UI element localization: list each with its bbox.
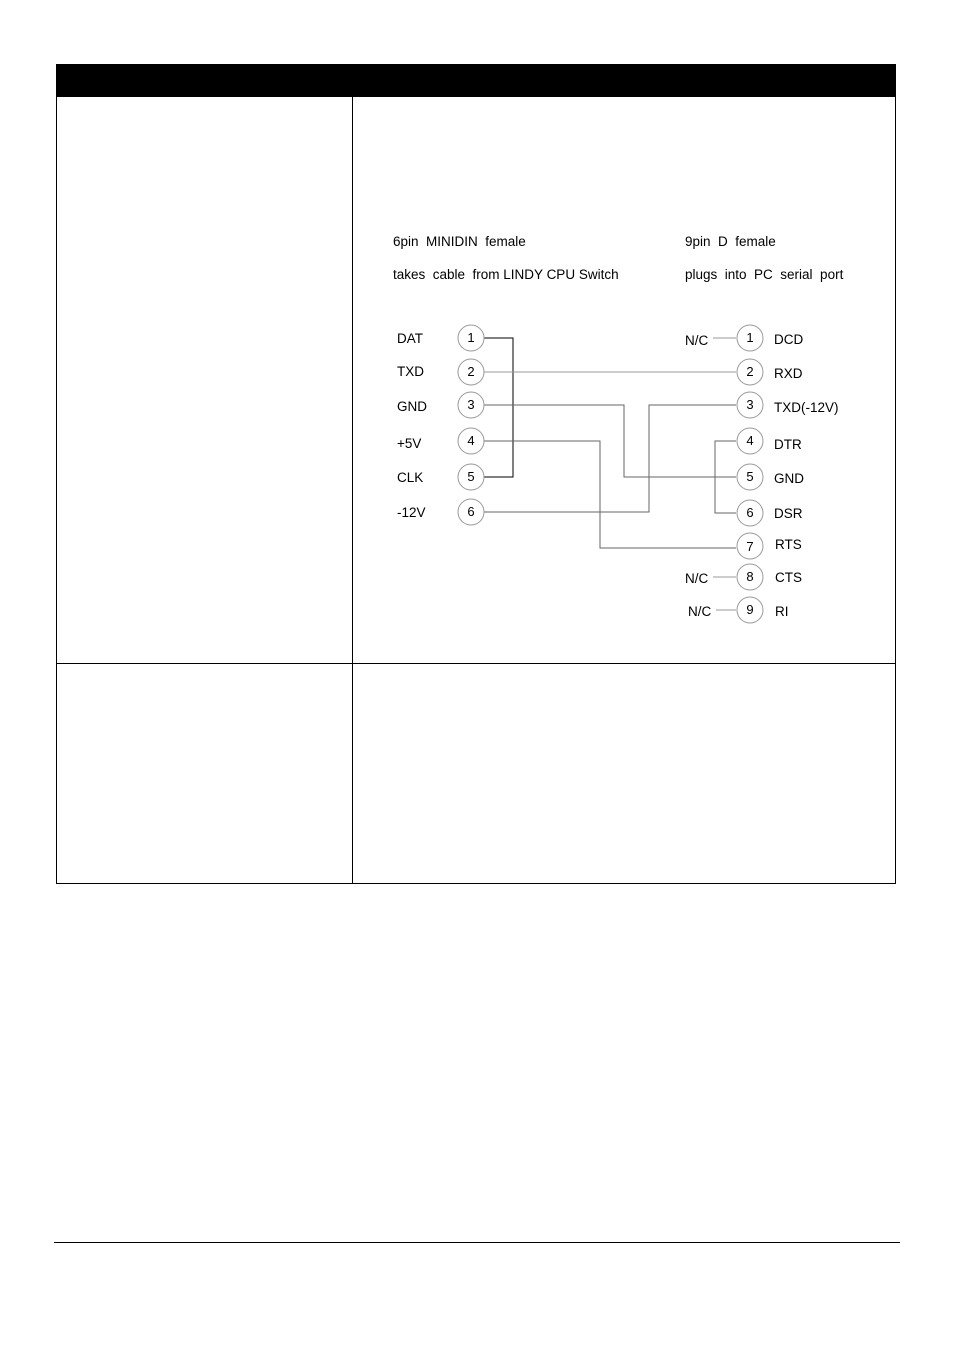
left-pin-label: GND (397, 399, 427, 414)
right-pin-number: 4 (746, 433, 754, 448)
right-pin-label: RTS (775, 537, 802, 552)
left-pin-number: 6 (467, 504, 475, 519)
wires (484, 338, 736, 610)
left-connector-title: 6pin MINIDIN female (393, 234, 526, 249)
wire-5v-rts (484, 441, 736, 548)
right-pin-label: RI (775, 604, 789, 619)
right-pin-label: DSR (774, 506, 803, 521)
right-pin-label: TXD(-12V) (774, 400, 839, 415)
right-pin-label: CTS (775, 570, 802, 585)
nc-label: N/C (688, 604, 712, 619)
right-pin-number: 6 (746, 505, 754, 520)
nc-label: N/C (685, 571, 709, 586)
right-pin-label: RXD (774, 366, 803, 381)
left-pin-label: +5V (397, 436, 422, 451)
left-pin-number: 2 (467, 364, 475, 379)
right-pin-number: 8 (746, 569, 754, 584)
right-pin-label: GND (774, 471, 804, 486)
right-pin-number: 1 (746, 330, 754, 345)
left-pin-label: CLK (397, 470, 424, 485)
right-pin-number: 5 (746, 469, 754, 484)
left-pin-number: 5 (467, 469, 475, 484)
right-pin-number: 3 (746, 397, 754, 412)
left-pin-label: -12V (397, 505, 426, 520)
right-pin-number: 7 (746, 539, 754, 554)
footer-rule (54, 1242, 900, 1243)
right-pin-number: 9 (746, 602, 754, 617)
left-connector-subtitle: takes cable from LINDY CPU Switch (393, 267, 619, 282)
right-connector-pins (685, 325, 839, 623)
nc-label: N/C (685, 333, 709, 348)
right-connector-title: 9pin D female (685, 234, 776, 249)
left-connector-pins (397, 325, 484, 525)
right-pin-label: DTR (774, 437, 802, 452)
right-pin-number: 2 (746, 364, 754, 379)
wire-dat-clk-loop (484, 338, 513, 477)
wire-12v-txd (484, 405, 736, 512)
right-connector-subtitle: plugs into PC serial port (685, 267, 844, 282)
left-pin-number: 1 (467, 330, 475, 345)
left-pin-label: TXD (397, 364, 424, 379)
left-pin-number: 4 (467, 433, 475, 448)
right-pin-label: DCD (774, 332, 804, 347)
left-pin-label: DAT (397, 331, 423, 346)
left-pin-number: 3 (467, 397, 475, 412)
